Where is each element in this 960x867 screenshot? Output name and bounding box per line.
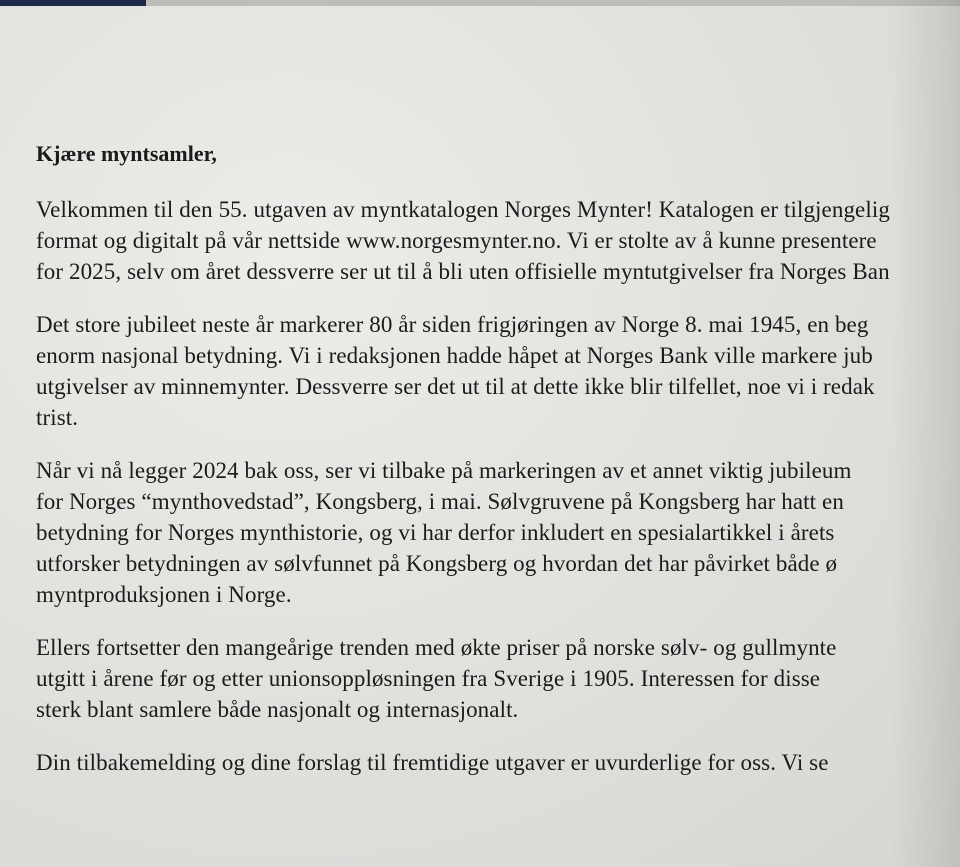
- salutation: Kjære myntsamler,: [36, 141, 217, 166]
- paragraph-2: [36, 309, 960, 433]
- letter-body: [36, 138, 960, 800]
- text-line: betydning for Norges mynthistorie, og vi har derfor inkludert en spesialartikkel i årets: [36, 520, 835, 545]
- text-line: Det store jubileet neste år markerer 80 år siden frigjøringen av Norge 8. mai 1945, en beg: [36, 312, 869, 337]
- paragraph-3: [36, 455, 960, 610]
- text-line: utgitt i årene før og etter unionsoppløsningen fra Sverige i 1905. Interessen for disse: [36, 666, 821, 691]
- text-line: enorm nasjonal betydning. Vi i redaksjonen hadde håpet at Norges Bank ville markere jub: [36, 343, 873, 368]
- text-line: sterk blant samlere både nasjonalt og internasjonalt.: [36, 697, 519, 722]
- top-edge-tab: [0, 0, 146, 6]
- text-line: format og digitalt på vår nettside www.norgesmynter.no. Vi er stolte av å kunne presentere: [36, 228, 877, 253]
- paragraph-1: [36, 194, 960, 287]
- text-line: Når vi nå legger 2024 bak oss, ser vi tilbake på markeringen av et annet viktig jubileum: [36, 458, 852, 483]
- text-line: myntproduksjonen i Norge.: [36, 582, 292, 607]
- text-line: for 2025, selv om året dessverre ser ut til å bli uten offisielle myntutgivelser fra Norges Ban: [36, 259, 890, 284]
- text-line: Velkommen til den 55. utgaven av myntkatalogen Norges Mynter! Katalogen er tilgjengelig: [36, 197, 890, 222]
- paragraph-4: [36, 632, 960, 725]
- text-line: trist.: [36, 405, 79, 430]
- text-line: utforsker betydningen av sølvfunnet på Kongsberg og hvordan det har påvirket både ø: [36, 551, 838, 576]
- text-line: Din tilbakemelding og dine forslag til fremtidige utgaver er uvurderlige for oss. Vi se: [36, 750, 829, 775]
- text-line: Ellers fortsetter den mangeårige trenden med økte priser på norske sølv- og gullmynte: [36, 635, 837, 660]
- text-line: for Norges “mynthovedstad”, Kongsberg, i mai. Sølvgruvene på Kongsberg har hatt en: [36, 489, 844, 514]
- paragraph-5: [36, 747, 960, 778]
- text-line: utgivelser av minnemynter. Dessverre ser det ut til at dette ikke blir tilfellet, noe vi i redak: [36, 374, 875, 399]
